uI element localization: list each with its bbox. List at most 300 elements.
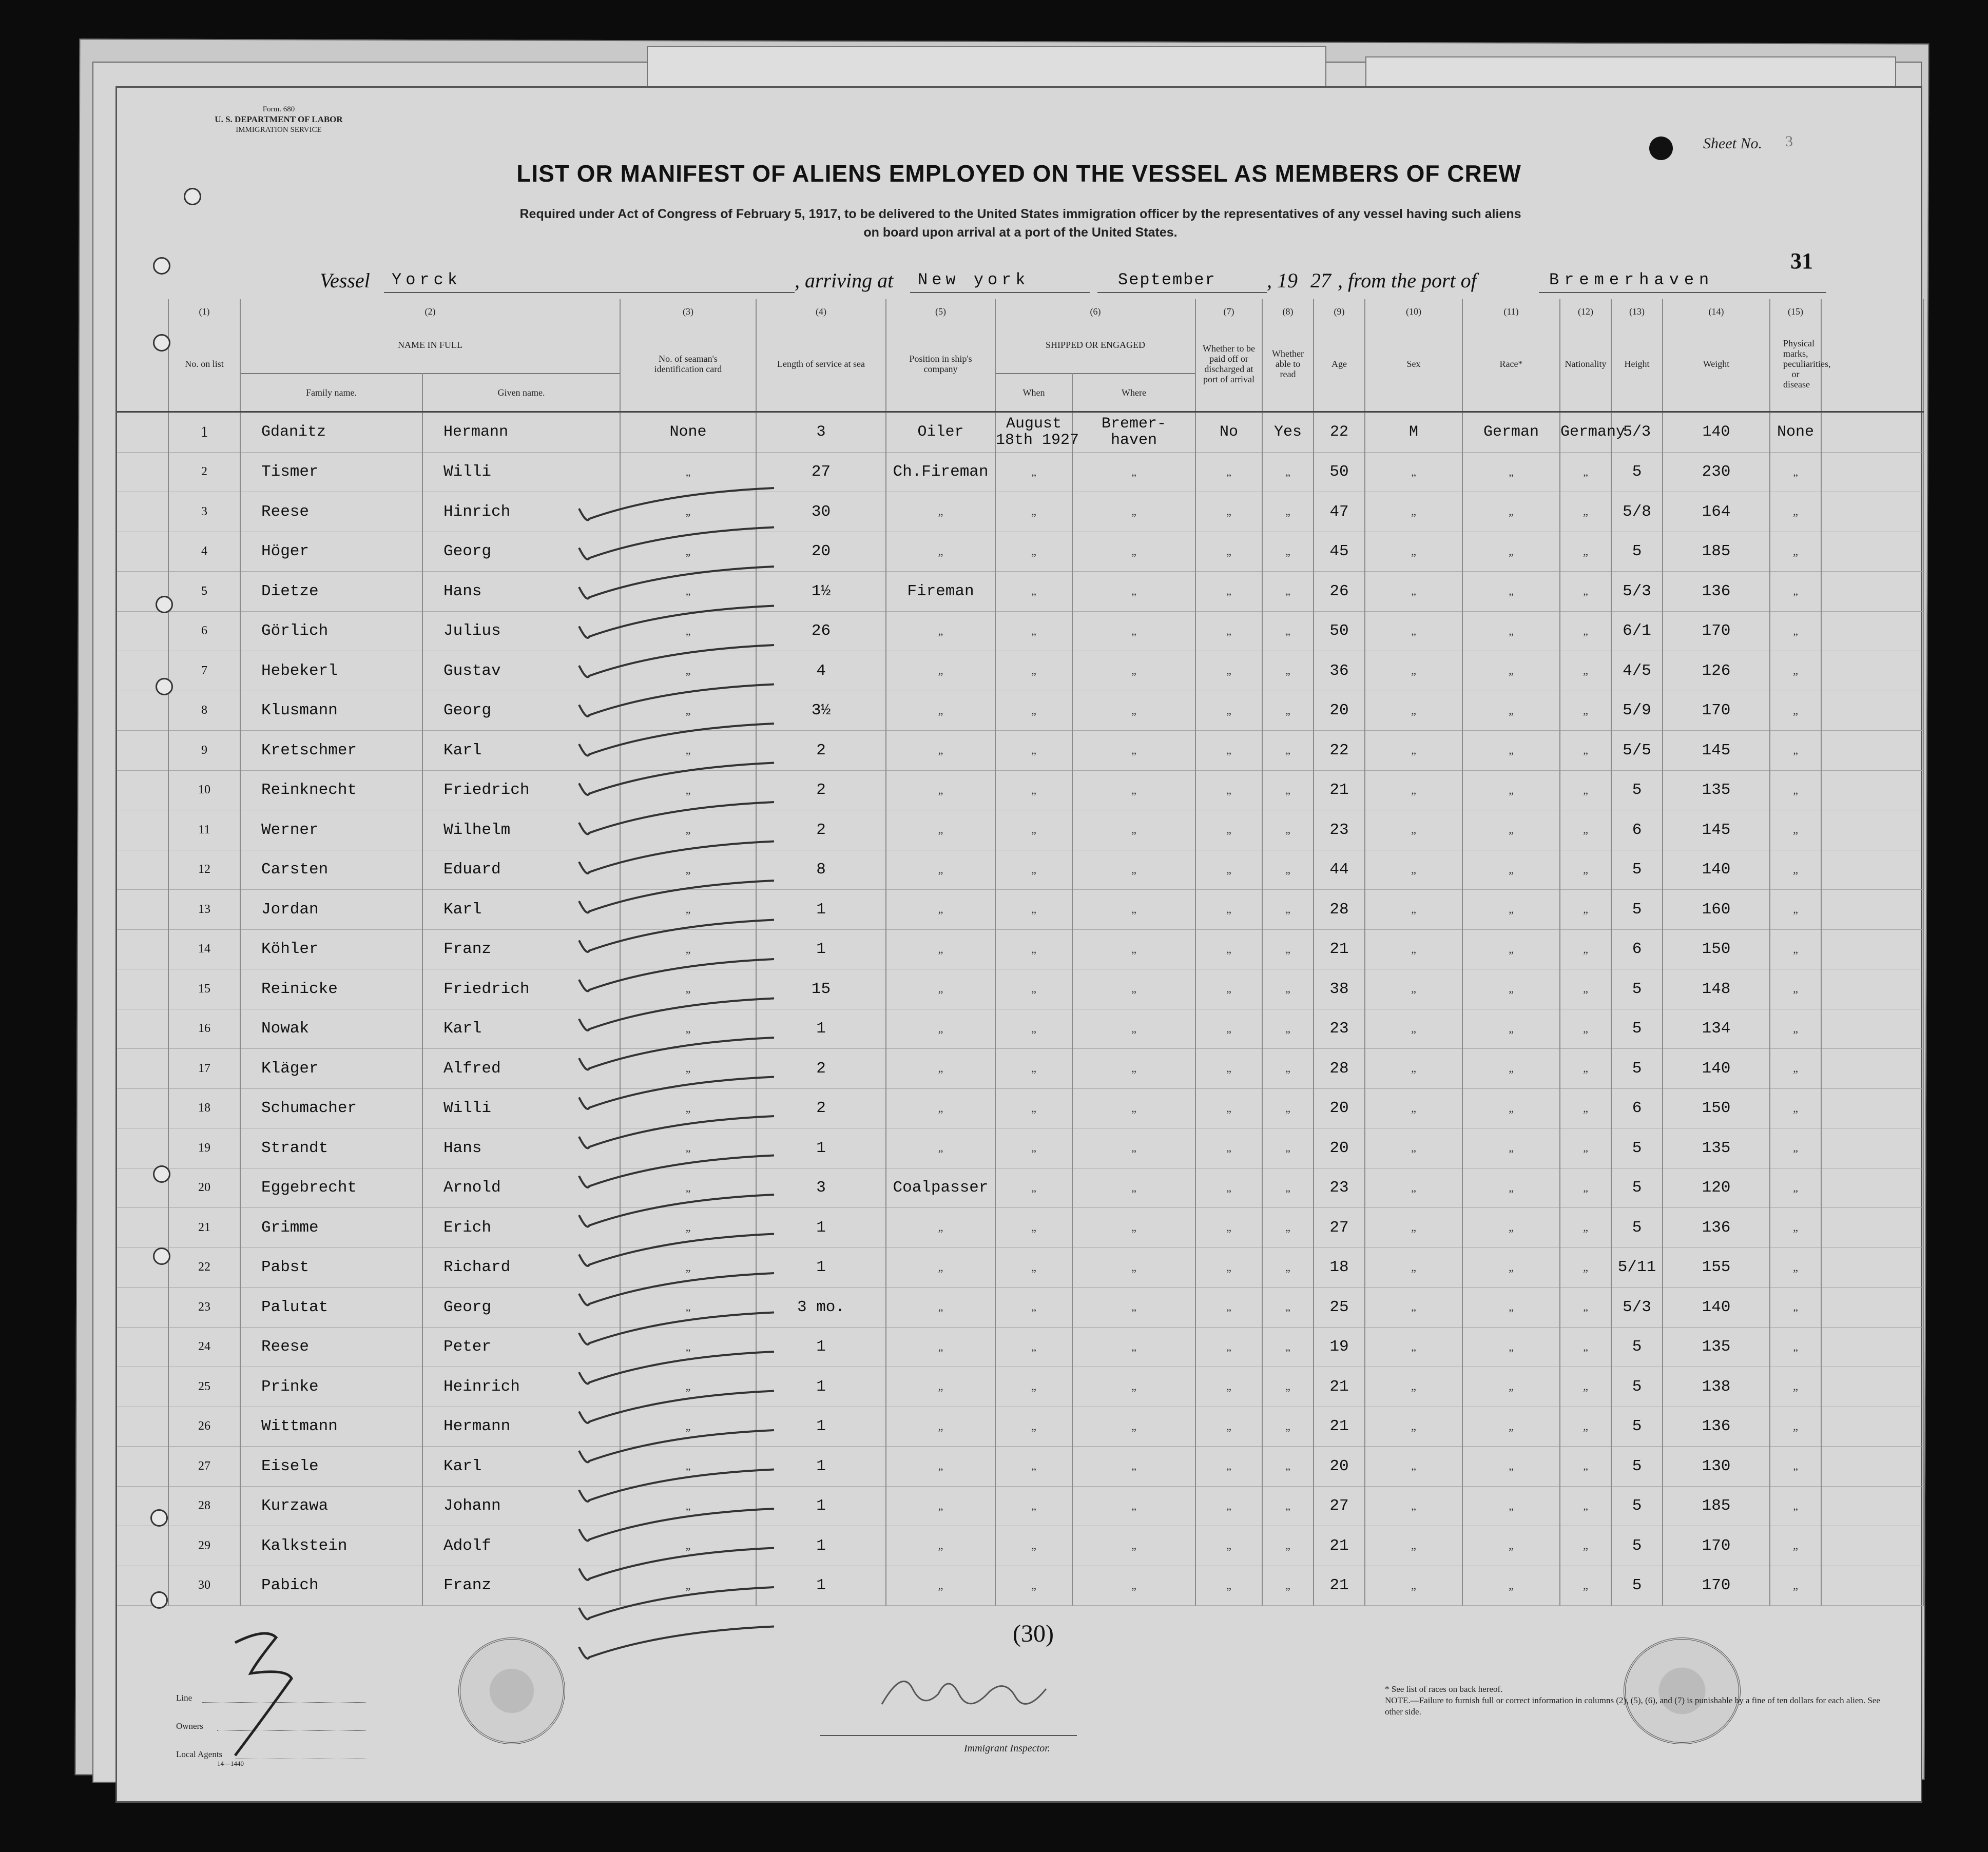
cell-height: 5 [1611,1049,1663,1089]
cell-given: Hans [422,572,620,612]
table-row [117,572,1923,612]
cell-age: 50 [1314,452,1365,492]
cell-when [995,492,1072,532]
cell-service: 1 [756,929,886,969]
table-row [117,1486,1923,1526]
cell-age: 26 [1314,572,1365,612]
cell-sex: „ [1365,1447,1462,1487]
cell-nationality: „ [1560,1486,1611,1526]
table-row [117,1049,1923,1089]
field-rule [1097,292,1267,293]
cell-sex: „ [1365,532,1462,572]
cell-service: 4 [756,651,886,691]
margin-cell [1821,1566,1923,1606]
cell-given: Wilhelm [422,810,620,850]
col-header-read: Whether able to read [1262,317,1314,412]
cell-age: 21 [1314,1407,1365,1447]
cell-read: „ [1262,1049,1314,1089]
cell-weight: 140 [1663,1288,1770,1328]
col-header-height: Height [1611,317,1663,412]
cell-family: Reinknecht [240,770,422,810]
cell-when-line: „ [1031,744,1036,757]
table-row [117,532,1923,572]
cell-read: „ [1262,452,1314,492]
cell-no: 22 [168,1247,240,1288]
cell-given: Eduard [422,850,620,890]
cell-given: Franz [422,1566,620,1606]
cell-sex: „ [1365,1407,1462,1447]
cell-when-line: August [1006,415,1062,433]
col-header-weight: Weight [1663,317,1770,412]
column-number: (14) [1663,299,1770,317]
cell-position: „ [886,1208,995,1248]
cell-position: „ [886,691,995,731]
cell-where-line: „ [1131,744,1136,757]
cell-when-line: „ [1031,1141,1036,1155]
cell-age: 23 [1314,1168,1365,1208]
cell-race: „ [1462,810,1560,850]
margin-cell [1821,412,1923,453]
cell-sex: „ [1365,1526,1462,1566]
cell-position: „ [886,929,995,969]
cell-family: Tismer [240,452,422,492]
cell-where-line: „ [1131,1459,1136,1473]
cell-where [1072,1208,1195,1248]
cell-when-line: „ [1031,783,1036,796]
cell-nationality: „ [1560,1447,1611,1487]
cell-race: „ [1462,1049,1560,1089]
cell-id-card: „ [620,1009,756,1049]
cell-read: „ [1262,929,1314,969]
table-row [117,890,1923,930]
col-header-no: No. on list [168,317,240,412]
cell-nationality: „ [1560,651,1611,691]
cell-paid-off: „ [1195,532,1262,572]
departure-port: Bremerhaven [1549,270,1714,289]
service-name: IMMIGRATION SERVICE [236,126,322,134]
cell-read: „ [1262,651,1314,691]
cell-id-card: None [620,412,756,453]
cell-paid-off: No [1195,412,1262,453]
cell-race: „ [1462,651,1560,691]
cell-where [1072,1288,1195,1328]
cell-when-line: „ [1031,903,1036,916]
table-row [117,1288,1923,1328]
cell-height: 5 [1611,1327,1663,1367]
cell-where [1072,691,1195,731]
cell-marks: „ [1770,1447,1821,1487]
penalty-note: NOTE.—Failure to furnish full or correct information in columns (2), (5), (6), and (7) is punishable by a fine of ten dollars for each alien. See other side. [1385,1695,1880,1717]
table-row [117,1526,1923,1566]
punch-hole [153,1165,170,1183]
cell-race: „ [1462,611,1560,651]
cell-nationality: Germany [1560,412,1611,453]
cell-marks: „ [1770,731,1821,771]
cell-marks: „ [1770,1168,1821,1208]
margin-cell [1821,1327,1923,1367]
inspector-signature [872,1658,1067,1725]
col-header-when: When [995,374,1072,412]
cell-nationality: „ [1560,929,1611,969]
table-row [117,850,1923,890]
cell-service: 1 [756,1208,886,1248]
cell-where [1072,1128,1195,1168]
inspector-label: Immigrant Inspector. [964,1743,1050,1754]
margin-cell [1821,1247,1923,1288]
cell-age: 38 [1314,969,1365,1009]
cell-read: „ [1262,1526,1314,1566]
cell-where-line: „ [1131,704,1136,717]
cell-when [995,1327,1072,1367]
cell-when-line: 18th 1927 [996,432,1079,450]
margin-cell [1821,611,1923,651]
cell-sex: „ [1365,770,1462,810]
cell-when [995,452,1072,492]
cell-position: „ [886,1128,995,1168]
department-header [163,104,394,135]
cell-service: 1 [756,1407,886,1447]
cell-race: „ [1462,1168,1560,1208]
page-number: 31 [1790,248,1813,274]
cell-id-card: „ [620,1447,756,1487]
cell-given: Georg [422,691,620,731]
cell-race: „ [1462,890,1560,930]
cell-age: 44 [1314,850,1365,890]
cell-when [995,1208,1072,1248]
cell-no: 12 [168,850,240,890]
margin-cell [1821,572,1923,612]
cell-given: Gustav [422,651,620,691]
subtitle-line: on board upon arrival at a port of the United States. [863,225,1178,240]
cell-nationality: „ [1560,969,1611,1009]
cell-family: Klusmann [240,691,422,731]
cell-family: Kurzawa [240,1486,422,1526]
cell-family: Hebekerl [240,651,422,691]
cell-where-line: „ [1131,1181,1136,1194]
cell-weight: 155 [1663,1247,1770,1288]
cell-weight: 185 [1663,1486,1770,1526]
margin-cell [1821,1049,1923,1089]
cell-nationality: „ [1560,1009,1611,1049]
cell-marks: „ [1770,850,1821,890]
cell-weight: 140 [1663,1049,1770,1089]
cell-given: Hinrich [422,492,620,532]
cell-race: „ [1462,1526,1560,1566]
cell-family: Dietze [240,572,422,612]
column-number: (5) [886,299,995,317]
column-number: (12) [1560,299,1611,317]
cell-sex: „ [1365,1247,1462,1288]
cell-when-line: „ [1031,544,1036,558]
form-note [1385,1684,1898,1718]
agents-label: Local Agents [176,1749,223,1759]
cell-family: Grimme [240,1208,422,1248]
cell-when [995,412,1079,453]
cell-weight: 130 [1663,1447,1770,1487]
field-rule [820,1735,1077,1736]
cell-service: 27 [756,452,886,492]
cell-service: 3 mo. [756,1288,886,1328]
cell-nationality: „ [1560,1168,1611,1208]
cell-nationality: „ [1560,532,1611,572]
owners-label: Owners [176,1721,203,1731]
cell-position: „ [886,770,995,810]
arriving-port: New york [918,270,1030,289]
cell-height: 6/1 [1611,611,1663,651]
margin-cell [117,317,168,412]
cell-race: „ [1462,1247,1560,1288]
margin-cell [117,850,168,890]
punch-hole [153,334,170,352]
cell-paid-off: „ [1195,1208,1262,1248]
cell-paid-off: „ [1195,1407,1262,1447]
cell-no: 3 [168,492,240,532]
cell-when-line: „ [1031,1221,1036,1234]
cell-given: Erich [422,1208,620,1248]
cell-given: Karl [422,731,620,771]
cell-marks: „ [1770,1288,1821,1328]
cell-read: „ [1262,1447,1314,1487]
consulate-stamp [458,1637,565,1744]
cell-where-line: „ [1131,823,1136,836]
cell-race: „ [1462,1009,1560,1049]
cell-paid-off: „ [1195,1247,1262,1288]
cell-height: 5 [1611,1447,1663,1487]
cell-weight: 126 [1663,651,1770,691]
cell-id-card: „ [620,890,756,930]
cell-sex: „ [1365,1288,1462,1328]
cell-id-card: „ [620,1367,756,1407]
margin-cell [117,1288,168,1328]
cell-where-line: Bremer- [1101,415,1167,433]
cell-marks: „ [1770,969,1821,1009]
cell-id-card: „ [620,1566,756,1606]
cell-when-line: „ [1031,664,1036,677]
cell-where [1072,850,1195,890]
cell-when [995,1168,1072,1208]
cell-read: „ [1262,731,1314,771]
cell-id-card: „ [620,1128,756,1168]
form-title: LIST OR MANIFEST OF ALIENS EMPLOYED ON THE VESSEL AS MEMBERS OF CREW [516,160,1521,187]
cell-read: „ [1262,1367,1314,1407]
cell-no: 17 [168,1049,240,1089]
cell-family: Höger [240,532,422,572]
column-number: (11) [1462,299,1560,317]
cell-age: 28 [1314,890,1365,930]
cell-where [1072,1367,1195,1407]
margin-cell [117,691,168,731]
cell-position: „ [886,1447,995,1487]
cell-family: Pabst [240,1247,422,1288]
cell-race: „ [1462,1288,1560,1328]
cell-sex: „ [1365,1367,1462,1407]
cell-weight: 138 [1663,1367,1770,1407]
cell-where-line: „ [1131,1380,1136,1393]
cell-position: „ [886,850,995,890]
cell-where [1072,651,1195,691]
cell-position: „ [886,651,995,691]
cell-read: „ [1262,1407,1314,1447]
cell-when-line: „ [1031,1380,1036,1393]
cell-service: 8 [756,850,886,890]
margin-cell [117,1049,168,1089]
cell-when [995,929,1072,969]
cell-paid-off: „ [1195,731,1262,771]
cell-when [995,850,1072,890]
department-name: U. S. DEPARTMENT OF LABOR [215,114,343,124]
binder-hole [1649,137,1673,160]
cell-service: 1 [756,1247,886,1288]
cell-where [1072,1526,1195,1566]
cell-weight: 135 [1663,1128,1770,1168]
cell-where [1072,770,1195,810]
cell-when-line: „ [1031,704,1036,717]
cell-where [1072,969,1195,1009]
cell-paid-off: „ [1195,1049,1262,1089]
cell-sex: „ [1365,691,1462,731]
cell-position: „ [886,1407,995,1447]
cell-age: 25 [1314,1288,1365,1328]
cell-age: 22 [1314,412,1365,453]
cell-paid-off: „ [1195,651,1262,691]
cell-when [995,1526,1072,1566]
cell-service: 26 [756,611,886,651]
cell-marks: „ [1770,1566,1821,1606]
cell-id-card: „ [620,651,756,691]
cell-weight: 230 [1663,452,1770,492]
col-header-service: Length of service at sea [756,317,886,412]
cell-where-line: „ [1131,465,1136,478]
cell-sex: „ [1365,890,1462,930]
cell-when [995,651,1072,691]
margin-cell [117,492,168,532]
margin-cell [1821,299,1923,317]
cell-read: „ [1262,1288,1314,1328]
cell-age: 22 [1314,731,1365,771]
cell-sex: „ [1365,1327,1462,1367]
cell-when-line: „ [1031,1340,1036,1353]
cell-age: 21 [1314,1526,1365,1566]
cell-read: „ [1262,1009,1314,1049]
column-header-row [117,317,1923,374]
cell-read: „ [1262,1208,1314,1248]
cell-nationality: „ [1560,1407,1611,1447]
cell-weight: 185 [1663,532,1770,572]
column-number: (9) [1314,299,1365,317]
cell-nationality: „ [1560,1049,1611,1089]
cell-age: 19 [1314,1327,1365,1367]
margin-cell [117,731,168,771]
col-header-given: Given name. [422,374,620,412]
cell-no: 30 [168,1566,240,1606]
cell-family: Nowak [240,1009,422,1049]
cell-family: Reinicke [240,969,422,1009]
cell-where-line: „ [1131,1260,1136,1274]
cell-weight: 140 [1663,850,1770,890]
cell-position: „ [886,1486,995,1526]
cell-height: 5 [1611,1526,1663,1566]
cell-given: Franz [422,929,620,969]
cell-given: Heinrich [422,1367,620,1407]
cell-paid-off: „ [1195,492,1262,532]
table-row [117,412,1923,453]
table-row [117,1447,1923,1487]
cell-where-line: „ [1131,1340,1136,1353]
cell-when-line: „ [1031,942,1036,956]
cell-marks: „ [1770,1049,1821,1089]
cell-nationality: „ [1560,850,1611,890]
cell-read: „ [1262,532,1314,572]
arrival-month: September [1118,270,1216,289]
cell-weight: 160 [1663,890,1770,930]
cell-height: 5/5 [1611,731,1663,771]
cell-when [995,1566,1072,1606]
cell-service: 1 [756,1486,886,1526]
cell-service: 2 [756,770,886,810]
cell-height: 5 [1611,969,1663,1009]
cell-age: 47 [1314,492,1365,532]
cell-position: „ [886,810,995,850]
margin-cell [117,770,168,810]
cell-id-card: „ [620,850,756,890]
cell-nationality: „ [1560,810,1611,850]
cell-where-line: „ [1131,1578,1136,1592]
cell-given: Hermann [422,412,620,453]
cell-where [1072,412,1195,453]
cell-paid-off: „ [1195,1128,1262,1168]
table-row [117,929,1923,969]
cell-height: 5 [1611,1128,1663,1168]
cell-where [1072,492,1195,532]
cell-id-card: „ [620,691,756,731]
cell-id-card: „ [620,1407,756,1447]
cell-id-card: „ [620,1088,756,1128]
cell-id-card: „ [620,1168,756,1208]
cell-given: Karl [422,890,620,930]
cell-sex: „ [1365,492,1462,532]
cell-paid-off: „ [1195,1009,1262,1049]
cell-race: „ [1462,1088,1560,1128]
margin-cell [1821,691,1923,731]
cell-id-card: „ [620,532,756,572]
cell-read: „ [1262,1247,1314,1288]
cell-position: „ [886,890,995,930]
cell-sex: M [1365,412,1462,453]
cell-no: 27 [168,1447,240,1487]
cell-marks: „ [1770,770,1821,810]
cell-weight: 170 [1663,1566,1770,1606]
cell-read: „ [1262,810,1314,850]
cell-id-card: „ [620,1208,756,1248]
cell-when [995,572,1072,612]
margin-cell [1821,810,1923,850]
cell-height: 5/3 [1611,1288,1663,1328]
cell-given: Julius [422,611,620,651]
cell-id-card: „ [620,810,756,850]
margin-cell [117,890,168,930]
cell-age: 20 [1314,1128,1365,1168]
cell-race: „ [1462,1327,1560,1367]
cell-family: Köhler [240,929,422,969]
cell-when [995,1247,1072,1288]
col-header-family: Family name. [240,374,422,412]
margin-cell [117,1327,168,1367]
column-number: (6) [995,299,1195,317]
cell-sex: „ [1365,1566,1462,1606]
cell-no: 15 [168,969,240,1009]
cell-when-line: „ [1031,1101,1036,1115]
cell-height: 5 [1611,1407,1663,1447]
